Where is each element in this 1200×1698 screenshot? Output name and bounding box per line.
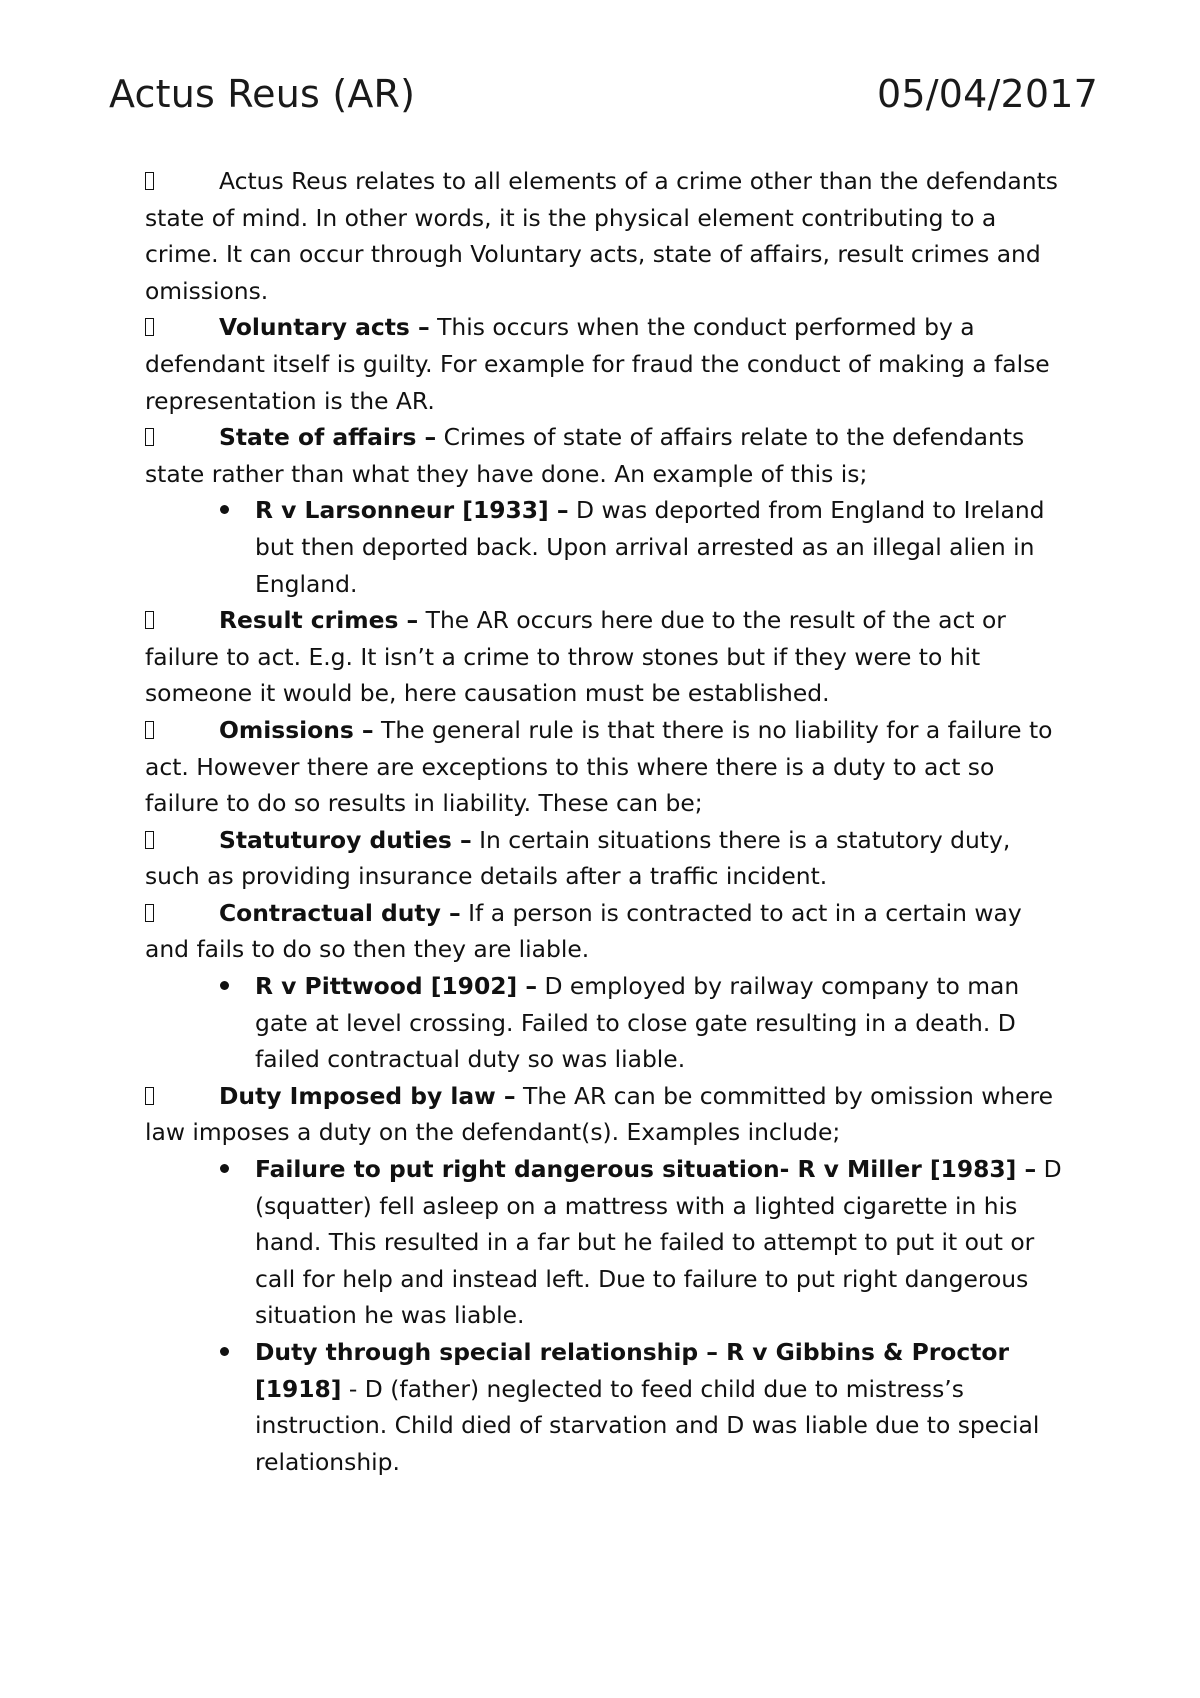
case-larsonneur: R v Larsonneur [1933] – D was deported from England to Ireland but then deported back. Upon arrival arrested as an illegal alien in England. [145, 492, 1065, 602]
document-date: 05/04/2017 [876, 72, 1098, 116]
missing-glyph-icon [145, 712, 159, 749]
bullet-icon [220, 1347, 229, 1356]
paragraph-result-crimes: Result crimes – The AR occurs here due to the result of the act or failure to act. E.g. It isn’t a crime to throw stones but if they were to hit someone it would be, here causation must be established. [145, 602, 1065, 712]
paragraph-duty-imposed-by-law: Duty Imposed by law – The AR can be committed by omission where law imposes a duty on the defendant(s). Examples include; [145, 1078, 1065, 1151]
missing-glyph-icon [145, 602, 159, 639]
missing-glyph-icon [145, 309, 159, 346]
paragraph-state-of-affairs: State of affairs – Crimes of state of affairs relate to the defendants state rather than what they have done. An example of this is; [145, 419, 1065, 492]
missing-glyph-icon [145, 163, 159, 200]
case-pittwood: R v Pittwood [1902] – D employed by railway company to man gate at level crossing. Failed to close gate resulting in a death. D failed contractual duty so was liable. [145, 968, 1065, 1078]
missing-glyph-icon [145, 419, 159, 456]
document-body [145, 163, 1065, 1480]
paragraph-voluntary-acts: Voluntary acts – This occurs when the conduct performed by a defendant itself is guilty. For example for fraud the conduct of making a false representation is the AR. [145, 309, 1065, 419]
bullet-icon [220, 1164, 229, 1173]
paragraph-contractual-duty: Contractual duty – If a person is contracted to act in a certain way and fails to do so then they are liable. [145, 895, 1065, 968]
bullet-icon [220, 505, 229, 514]
paragraph-intro: Actus Reus relates to all elements of a crime other than the defendants state of mind. In other words, it is the physical element contributing to a crime. It can occur through Voluntary acts, state of affairs, result crimes and omissions. [145, 163, 1065, 309]
document-title: Actus Reus (AR) [109, 72, 416, 116]
bullet-icon [220, 981, 229, 990]
case-miller: Failure to put right dangerous situation- R v Miller [1983] – D (squatter) fell asleep on a mattress with a lighted cigarette in his hand. This resulted in a far but he failed to attempt to put it out or call for help and instead left. Due to failure to put right dangerous situation he was liable. [145, 1151, 1065, 1334]
paragraph-statutory-duties: Statuturoy duties – In certain situations there is a statutory duty, such as providing insurance details after a traffic incident. [145, 822, 1065, 895]
missing-glyph-icon [145, 895, 159, 932]
case-gibbins-proctor: Duty through special relationship – R v Gibbins & Proctor [1918] - D (father) neglected to feed child due to mistress’s instruction. Child died of starvation and D was liable due to special relationship. [145, 1334, 1065, 1480]
missing-glyph-icon [145, 822, 159, 859]
missing-glyph-icon [145, 1078, 159, 1115]
paragraph-omissions: Omissions – The general rule is that there is no liability for a failure to act. However there are exceptions to this where there is a duty to act so failure to do so results in liability. These can be; [145, 712, 1065, 822]
